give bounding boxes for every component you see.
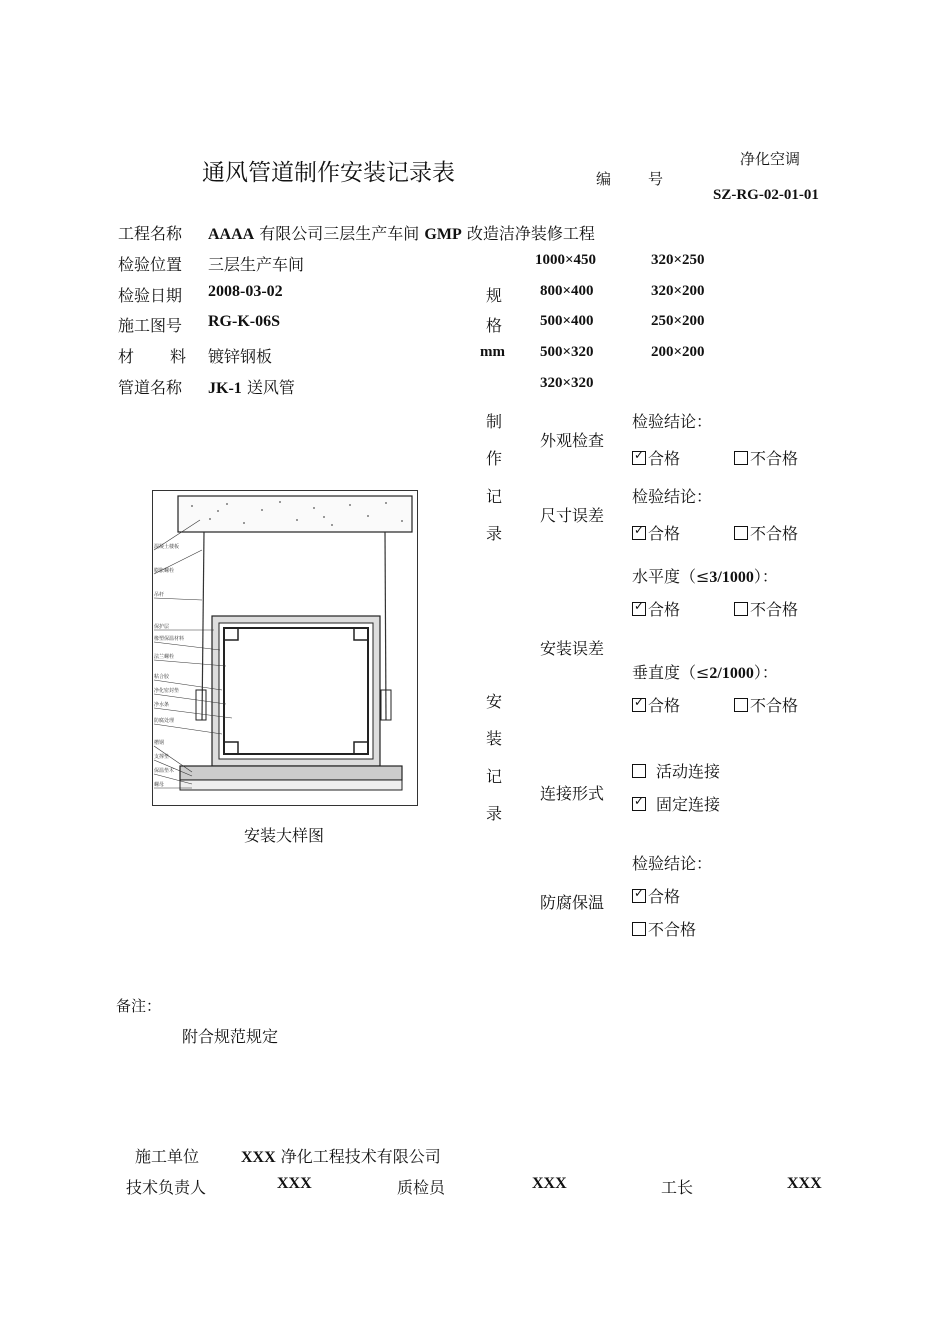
anticorrosion-fail[interactable]: 不合格 bbox=[632, 917, 696, 940]
duct-value: JK-1 送风管 bbox=[208, 378, 295, 397]
figure-label-9: 防腐处理 bbox=[154, 718, 175, 724]
checkbox-checked-icon[interactable] bbox=[632, 797, 646, 811]
drawing-value: RG-K-06S bbox=[208, 313, 280, 330]
install-side-2: 装 bbox=[486, 729, 503, 748]
install-side-4: 录 bbox=[486, 804, 503, 823]
production-side-2: 作 bbox=[486, 449, 503, 468]
dimension-pass[interactable]: ✓合格 bbox=[632, 521, 680, 544]
number-label-1: 编 bbox=[596, 170, 612, 188]
dimension-conclusion: 检验结论： bbox=[632, 487, 713, 506]
production-side-3: 记 bbox=[486, 487, 503, 506]
production-side-1: 制 bbox=[486, 412, 503, 431]
checkbox-empty-icon[interactable] bbox=[734, 451, 748, 465]
connection-movable[interactable]: 活动连接 bbox=[632, 759, 720, 782]
page-title: 通风管道制作安装记录表 bbox=[202, 160, 455, 186]
remarks-label: 备注： bbox=[116, 997, 162, 1015]
figure-label-7: 净化密封垫 bbox=[154, 688, 180, 694]
date-label: 检验日期 bbox=[118, 286, 183, 305]
spec-col2-1: 320×200 bbox=[651, 283, 705, 299]
figure-label-3: 保护层 bbox=[154, 624, 170, 630]
location-label: 检验位置 bbox=[118, 255, 183, 274]
appearance-pass[interactable]: ✓合格 bbox=[632, 446, 680, 469]
qc-label: 质检员 bbox=[397, 1178, 446, 1197]
tech-lead-label: 技术负责人 bbox=[126, 1178, 207, 1197]
checkbox-empty-icon[interactable] bbox=[632, 922, 646, 936]
vertical-tolerance: 垂直度（≤2/1000）： bbox=[632, 663, 778, 682]
install-side-3: 记 bbox=[486, 767, 503, 786]
spec-unit: mm bbox=[480, 344, 505, 360]
appearance-fail[interactable]: 不合格 bbox=[734, 446, 798, 469]
figure-label-11: 支撑垫 bbox=[154, 754, 170, 760]
date-value: 2008-03-02 bbox=[208, 283, 283, 300]
figure-label-5: 法兰螺栓 bbox=[154, 654, 175, 660]
remarks-text: 附合规范规定 bbox=[182, 1027, 279, 1046]
figure-label-10: 槽钢 bbox=[154, 740, 165, 746]
qc-value: XXX bbox=[532, 1175, 567, 1192]
figure-label-0: 混凝土楼板 bbox=[154, 544, 180, 550]
checkbox-empty-icon[interactable] bbox=[734, 698, 748, 712]
appearance-label: 外观检查 bbox=[540, 431, 605, 450]
figure-label-1: 膨胀螺栓 bbox=[154, 568, 175, 574]
connection-label: 连接形式 bbox=[540, 784, 605, 803]
document-number: SZ-RG-02-01-01 bbox=[713, 187, 819, 203]
figure-caption: 安装大样图 bbox=[244, 826, 325, 845]
anticorrosion-label: 防腐保温 bbox=[540, 893, 605, 912]
spec-col2-3: 200×200 bbox=[651, 344, 705, 360]
construction-unit-label: 施工单位 bbox=[135, 1147, 200, 1166]
production-side-4: 录 bbox=[486, 524, 503, 543]
spec-col2-0: 320×250 bbox=[651, 252, 705, 268]
checkbox-checked-icon[interactable] bbox=[632, 889, 646, 903]
figure-label-8: 净水条 bbox=[154, 702, 170, 708]
vertical-pass[interactable]: ✓合格 bbox=[632, 693, 680, 716]
project-label: 工程名称 bbox=[118, 224, 183, 243]
dimension-fail[interactable]: 不合格 bbox=[734, 521, 798, 544]
checkbox-checked-icon[interactable] bbox=[632, 526, 646, 540]
dimension-label: 尺寸误差 bbox=[540, 506, 605, 525]
install-side-1: 安 bbox=[486, 692, 503, 711]
duct-label: 管道名称 bbox=[118, 378, 183, 397]
material-value: 镀锌钢板 bbox=[208, 347, 273, 366]
spec-col1-1: 800×400 bbox=[540, 283, 594, 299]
horizontal-tolerance: 水平度（≤3/1000）： bbox=[632, 567, 778, 586]
figure-label-12: 保温垫木 bbox=[154, 768, 175, 774]
install-error-label: 安装误差 bbox=[540, 639, 605, 658]
figure-label-4: 橡塑保温材料 bbox=[154, 636, 185, 642]
checkbox-empty-icon[interactable] bbox=[632, 764, 646, 778]
foreman-value: XXX bbox=[787, 1175, 822, 1192]
anticorrosion-conclusion: 检验结论： bbox=[632, 854, 713, 873]
figure-label-2: 吊杆 bbox=[154, 592, 165, 598]
vertical-fail[interactable]: 不合格 bbox=[734, 693, 798, 716]
spec-label-2: 格 bbox=[486, 316, 503, 335]
construction-unit-value: XXX 净化工程技术有限公司 bbox=[241, 1147, 441, 1166]
category-label: 净化空调 bbox=[740, 150, 801, 168]
concrete-slab bbox=[178, 496, 412, 532]
installation-detail-drawing bbox=[152, 490, 418, 806]
horizontal-fail[interactable]: 不合格 bbox=[734, 597, 798, 620]
tech-lead-value: XXX bbox=[277, 1175, 312, 1192]
figure-label-13: 螺母 bbox=[154, 782, 165, 788]
material-label-1: 材 bbox=[118, 347, 135, 366]
spec-col1-2: 500×400 bbox=[540, 313, 594, 329]
spec-col1-3: 500×320 bbox=[540, 344, 594, 360]
foreman-label: 工长 bbox=[661, 1178, 694, 1197]
drawing-label: 施工图号 bbox=[118, 316, 183, 335]
checkbox-checked-icon[interactable] bbox=[632, 698, 646, 712]
connection-fixed[interactable]: ✓固定连接 bbox=[632, 792, 720, 815]
checkbox-empty-icon[interactable] bbox=[734, 602, 748, 616]
checkbox-checked-icon[interactable] bbox=[632, 451, 646, 465]
spec-col1-0: 1000×450 bbox=[535, 252, 597, 268]
number-label-2: 号 bbox=[648, 170, 664, 188]
spec-col1-4: 320×320 bbox=[540, 375, 594, 391]
figure-label-6: 粘合胶 bbox=[154, 674, 170, 680]
spec-col2-2: 250×200 bbox=[651, 313, 705, 329]
appearance-conclusion: 检验结论： bbox=[632, 412, 713, 431]
location-value: 三层生产车间 bbox=[208, 255, 305, 274]
anticorrosion-pass[interactable]: ✓合格 bbox=[632, 884, 680, 907]
project-value: AAAA 有限公司三层生产车间 GMP 改造洁净装修工程 bbox=[208, 224, 595, 243]
checkbox-checked-icon[interactable] bbox=[632, 602, 646, 616]
spec-label-1: 规 bbox=[486, 286, 503, 305]
material-label-2: 料 bbox=[170, 347, 187, 366]
checkbox-empty-icon[interactable] bbox=[734, 526, 748, 540]
horizontal-pass[interactable]: ✓合格 bbox=[632, 597, 680, 620]
